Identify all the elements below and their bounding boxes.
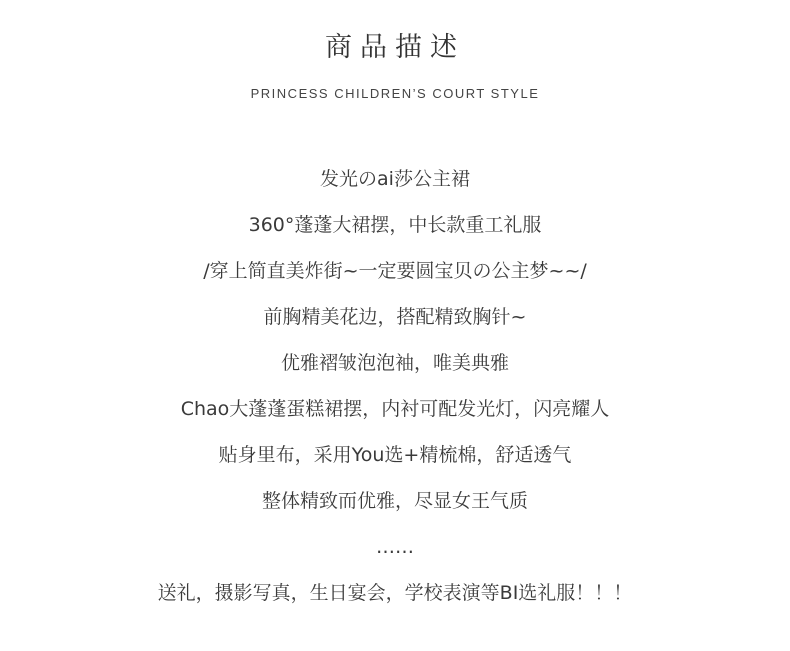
description-line: 360°蓬蓬大裙摆，中长款重工礼服: [248, 214, 542, 236]
description-line: 贴身里布，采用You选+精梳棉，舒适透气: [218, 444, 572, 466]
description-line: 优雅褶皱泡泡袖，唯美典雅: [280, 352, 509, 374]
description-list: [0, 161, 790, 621]
section-subtitle: PRINCESS CHILDREN’S COURT STYLE: [250, 86, 540, 101]
description-line: 发光のai莎公主裙: [320, 168, 470, 190]
description-line: ……: [376, 536, 414, 558]
description-line: 送礼，摄影写真，生日宴会，学校表演等BI选礼服！！！: [157, 582, 633, 604]
description-line: 前胸精美花边，搭配精致胸针~: [263, 306, 527, 328]
section-title: 商品描述: [325, 32, 465, 63]
description-line: Chao大蓬蓬蛋糕裙摆，内衬可配发光灯，闪亮耀人: [180, 398, 610, 420]
description-line: /穿上简直美炸街~一定要圆宝贝の公主梦~~/: [203, 260, 587, 282]
description-line: 整体精致而优雅，尽显女王气质: [261, 490, 528, 512]
